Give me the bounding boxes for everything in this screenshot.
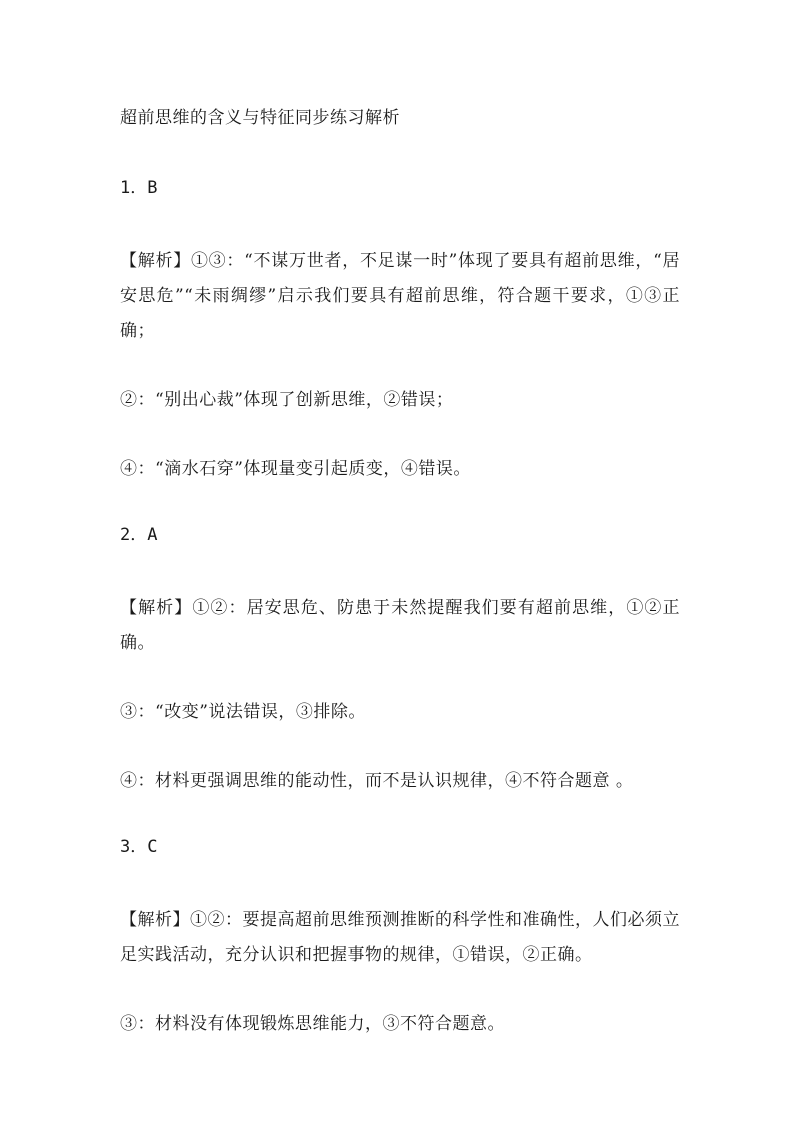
analysis-tag: 【解析】 xyxy=(120,251,191,271)
analysis-text: ①②：要提高超前思维预测推断的科学性和准确性，人们必须立足实践活动，充分认识和把握事物的规律，①错误，②正确。 xyxy=(120,910,680,965)
question-1-analysis-1 xyxy=(120,244,680,349)
question-1-analysis-3: ④：“滴水石穿”体现量变引起质变，④错误。 xyxy=(120,459,471,479)
question-2-analysis-2: ③：“改变”说法错误，③排除。 xyxy=(120,702,366,722)
question-1-answer: 1．B xyxy=(120,178,158,198)
question-3-answer: 3．C xyxy=(120,837,158,857)
question-3-analysis-2: ③：材料没有体现锻炼思维能力，③不符合题意。 xyxy=(120,1014,505,1034)
document-title: 超前思维的含义与特征同步练习解析 xyxy=(120,108,400,128)
question-3-analysis-1 xyxy=(120,903,680,973)
document-page xyxy=(120,104,680,1076)
analysis-tag: 【解析】 xyxy=(120,910,190,930)
question-2-analysis-1 xyxy=(120,591,680,661)
analysis-text: ①③：“不谋万世者，不足谋一时”体现了要具有超前思维，“居安思危”“未雨绸缪”启示我们要具有超前思维，符合题干要求，①③正确； xyxy=(120,251,681,341)
analysis-text: ①②：居安思危、防患于未然提醒我们要有超前思维，①②正确。 xyxy=(120,598,681,653)
question-2-analysis-3: ④：材料更强调思维的能动性，而不是认识规律，④不符合题意 。 xyxy=(120,771,634,791)
question-1-analysis-2: ②：“别出心裁”体现了创新思维，②错误； xyxy=(120,390,454,410)
analysis-tag: 【解析】 xyxy=(120,598,193,618)
question-2-answer: 2．A xyxy=(120,525,158,545)
